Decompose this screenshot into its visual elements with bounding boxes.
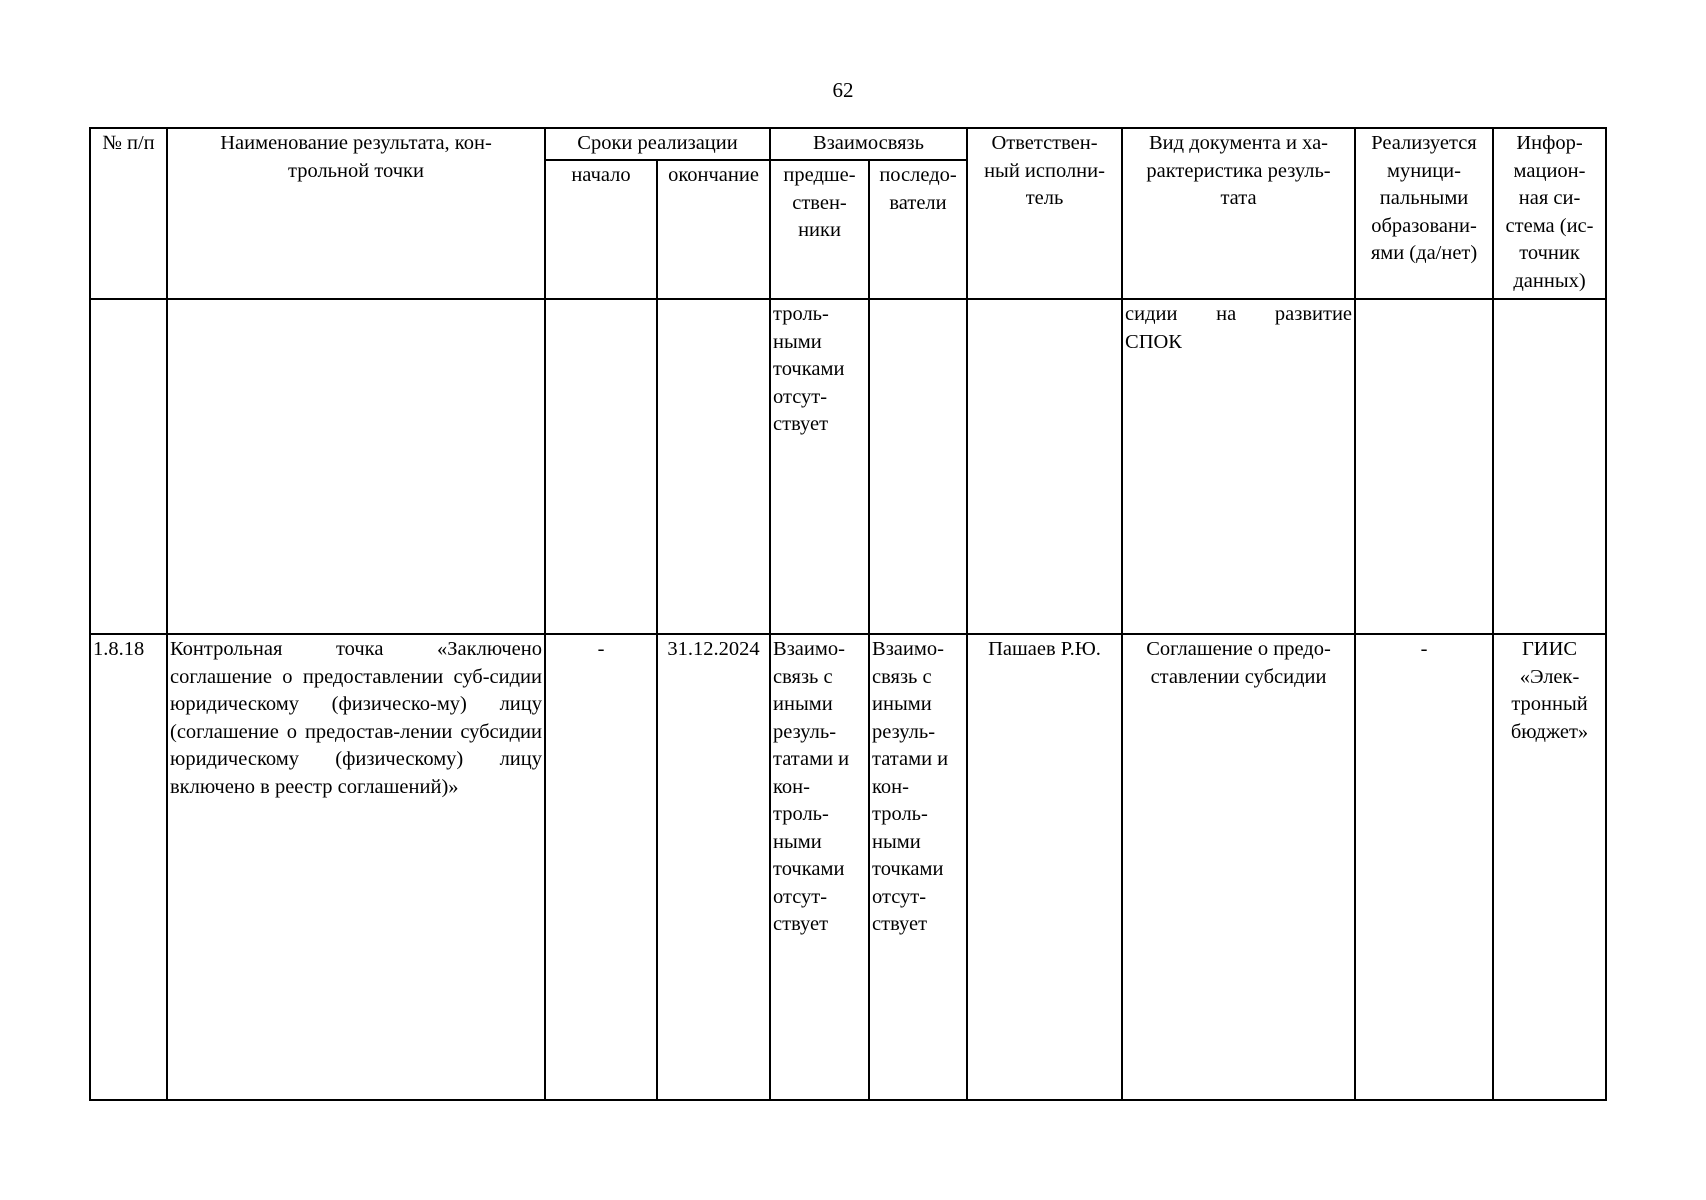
table-row <box>90 299 1606 634</box>
row-responsible <box>967 299 1122 634</box>
row-name: Контрольная точка «Заключено соглашение о предоставлении суб-сидии юридическому (физическо-му) лицу (соглашение о предостав-лении субсидии юридическому (физическому) лицу включено в реестр соглашений)» <box>167 634 545 1100</box>
row-num: 1.8.18 <box>90 634 167 1100</box>
header-predecessors: предше- ствен- ники <box>770 160 869 299</box>
row-successors <box>869 299 967 634</box>
row-start <box>545 299 657 634</box>
header-successors: последо- ватели <box>869 160 967 299</box>
row-name <box>167 299 545 634</box>
header-doc-type: Вид документа и ха- рактеристика резуль- тата <box>1122 128 1355 299</box>
row-start: - <box>545 634 657 1100</box>
header-responsible: Ответствен- ный исполни- тель <box>967 128 1122 299</box>
row-doc-type: сидии на развитие СПОК <box>1122 299 1355 634</box>
row-end: 31.12.2024 <box>657 634 770 1100</box>
row-info-system <box>1493 299 1606 634</box>
header-link: Взаимосвязь <box>770 128 967 160</box>
page-number: 62 <box>832 78 854 102</box>
row-predecessors: Взаимо- связь с иными резуль- татами и кон- троль- ными точками отсут- ствует <box>770 634 869 1100</box>
row-num <box>90 299 167 634</box>
header-num: № п/п <box>90 128 167 299</box>
results-table <box>89 127 1607 1101</box>
row-info-system: ГИИС «Элек- тронный бюджет» <box>1493 634 1606 1100</box>
header-start: начало <box>545 160 657 299</box>
row-successors: Взаимо- связь с иными резуль- татами и кон- троль- ными точками отсут- ствует <box>869 634 967 1100</box>
header-name: Наименование результата, кон- трольной точки <box>167 128 545 299</box>
header-municipal: Реализуется муници- пальными образовани- ями (да/нет) <box>1355 128 1493 299</box>
header-terms: Сроки реализации <box>545 128 770 160</box>
table-row <box>90 634 1606 1100</box>
row-responsible: Пашаев Р.Ю. <box>967 634 1122 1100</box>
row-predecessors: троль- ными точками отсут- ствует <box>770 299 869 634</box>
header-end: окончание <box>657 160 770 299</box>
row-end <box>657 299 770 634</box>
row-municipal <box>1355 299 1493 634</box>
header-info-system: Инфор- мацион- ная си- стема (ис- точник данных) <box>1493 128 1606 299</box>
row-municipal: - <box>1355 634 1493 1100</box>
row-doc-type: Соглашение о предо- ставлении субсидии <box>1122 634 1355 1100</box>
header-row-1 <box>90 128 1606 160</box>
